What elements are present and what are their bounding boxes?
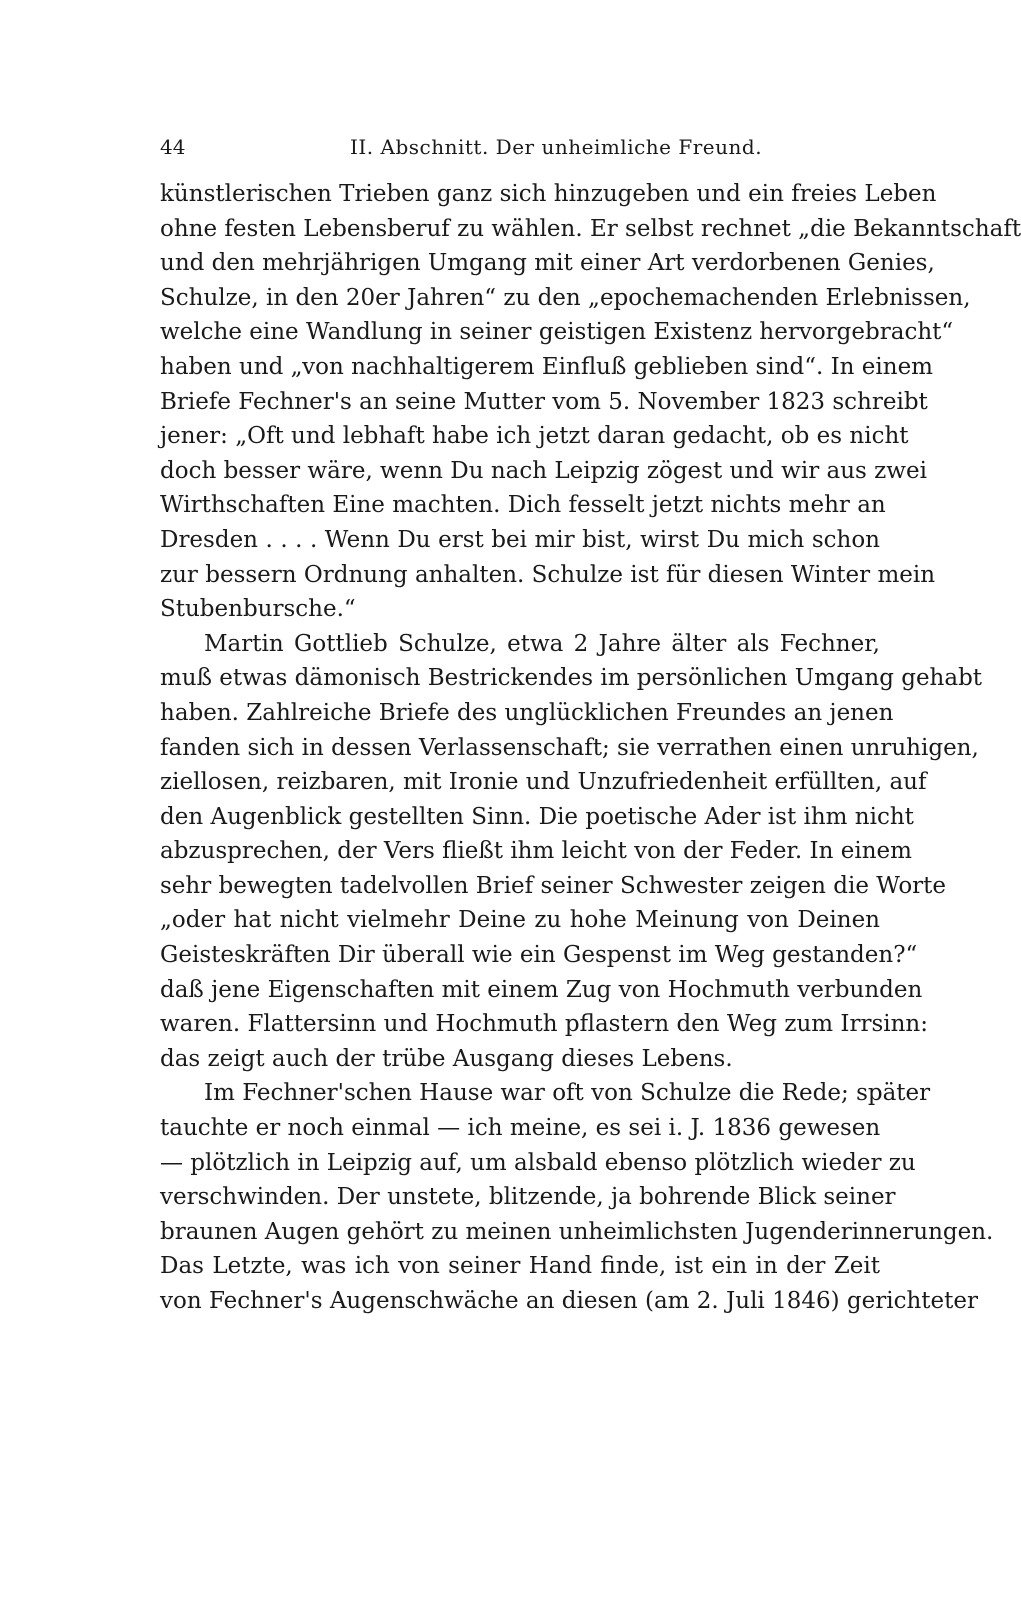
text-line: Geisteskräften Dir überall wie ein Gespenst im Weg gestanden?“ [160, 942, 918, 969]
text-line: waren. Flattersinn und Hochmuth pflastern den Weg zum Irrsinn: [160, 1011, 928, 1038]
text-line: von Fechner's Augenschwäche an diesen (am 2. Juli 1846) gerichteter [160, 1288, 978, 1314]
text-line: und den mehrjährigen Umgang mit einer Art verdorbenen Genies, [160, 250, 935, 277]
running-title: II. Abschnitt. Der unheimliche Freund. [350, 135, 763, 159]
text-line: Im Fechner'schen Hause war oft von Schulze die Rede; später [204, 1080, 931, 1107]
text-line: — plötzlich in Leipzig auf, um alsbald ebenso plötzlich wieder zu [160, 1149, 916, 1176]
text-line: Wirthschaften Eine machten. Dich fesselt jetzt nichts mehr an [160, 492, 886, 519]
text-line: Das Letzte, was ich von seiner Hand finde, ist ein in der Zeit [160, 1253, 880, 1280]
text-line: ziellosen, reizbaren, mit Ironie und Unzufriedenheit erfüllten, auf [160, 769, 927, 796]
text-line: welche eine Wandlung in seiner geistigen Existenz hervorgebracht“ [160, 319, 954, 346]
text-line: Briefe Fechner's an seine Mutter vom 5. November 1823 schreibt [160, 388, 928, 415]
text-line: daß jene Eigenschaften mit einem Zug von Hochmuth verbunden [160, 976, 923, 1003]
text-line: braunen Augen gehört zu meinen unheimlichsten Jugenderinnerungen. [160, 1218, 994, 1245]
text-line: haben. Zahlreiche Briefe des unglücklichen Freundes an jenen [160, 699, 894, 726]
text-line: haben und „von nachhaltigerem Einfluß geblieben sind“. In einem [160, 353, 933, 380]
text-line: tauchte er noch einmal — ich meine, es sei i. J. 1836 gewesen [160, 1115, 881, 1142]
text-line: „oder hat nicht vielmehr Deine zu hohe Meinung von Deinen [160, 907, 880, 934]
text-line: abzusprechen, der Vers fließt ihm leicht von der Feder. In einem [160, 838, 912, 865]
text-line: Dresden . . . . Wenn Du erst bei mir bist, wirst Du mich schon [160, 526, 880, 553]
text-line: Martin Gottlieb Schulze, etwa 2 Jahre älter als Fechner, [204, 630, 880, 657]
text-line: muß etwas dämonisch Bestrickendes im persönlichen Umgang gehabt [160, 665, 983, 692]
text-line: künstlerischen Trieben ganz sich hinzugeben und ein freies Leben [160, 181, 937, 207]
text-line: sehr bewegten tadelvollen Brief seiner Schwester zeigen die Worte [160, 872, 947, 899]
text-line: fanden sich in dessen Verlassenschaft; sie verrathen einen unruhigen, [160, 734, 979, 761]
text-line: jener: „Oft und lebhaft habe ich jetzt daran gedacht, ob es nicht [160, 423, 909, 450]
text-line: das zeigt auch der trübe Ausgang dieses Lebens. [160, 1045, 733, 1072]
text-line: den Augenblick gestellten Sinn. Die poetische Ader ist ihm nicht [160, 803, 914, 830]
text-line: doch besser wäre, wenn Du nach Leipzig zögest und wir aus zwei [160, 457, 927, 484]
text-line: ohne festen Lebensberuf zu wählen. Er selbst rechnet „die Bekanntschaft [160, 215, 1021, 242]
text-line: zur bessern Ordnung anhalten. Schulze ist für diesen Winter mein [160, 561, 936, 588]
body-text [160, 177, 1021, 1319]
page-number: 44 [160, 135, 186, 159]
text-line: Schulze, in den 20er Jahren“ zu den „epochemachenden Erlebnissen, [160, 284, 971, 311]
text-line: Stubenbursche.“ [160, 596, 356, 623]
page-header [160, 132, 880, 162]
text-line: verschwinden. Der unstete, blitzende, ja bohrende Blick seiner [160, 1184, 896, 1211]
